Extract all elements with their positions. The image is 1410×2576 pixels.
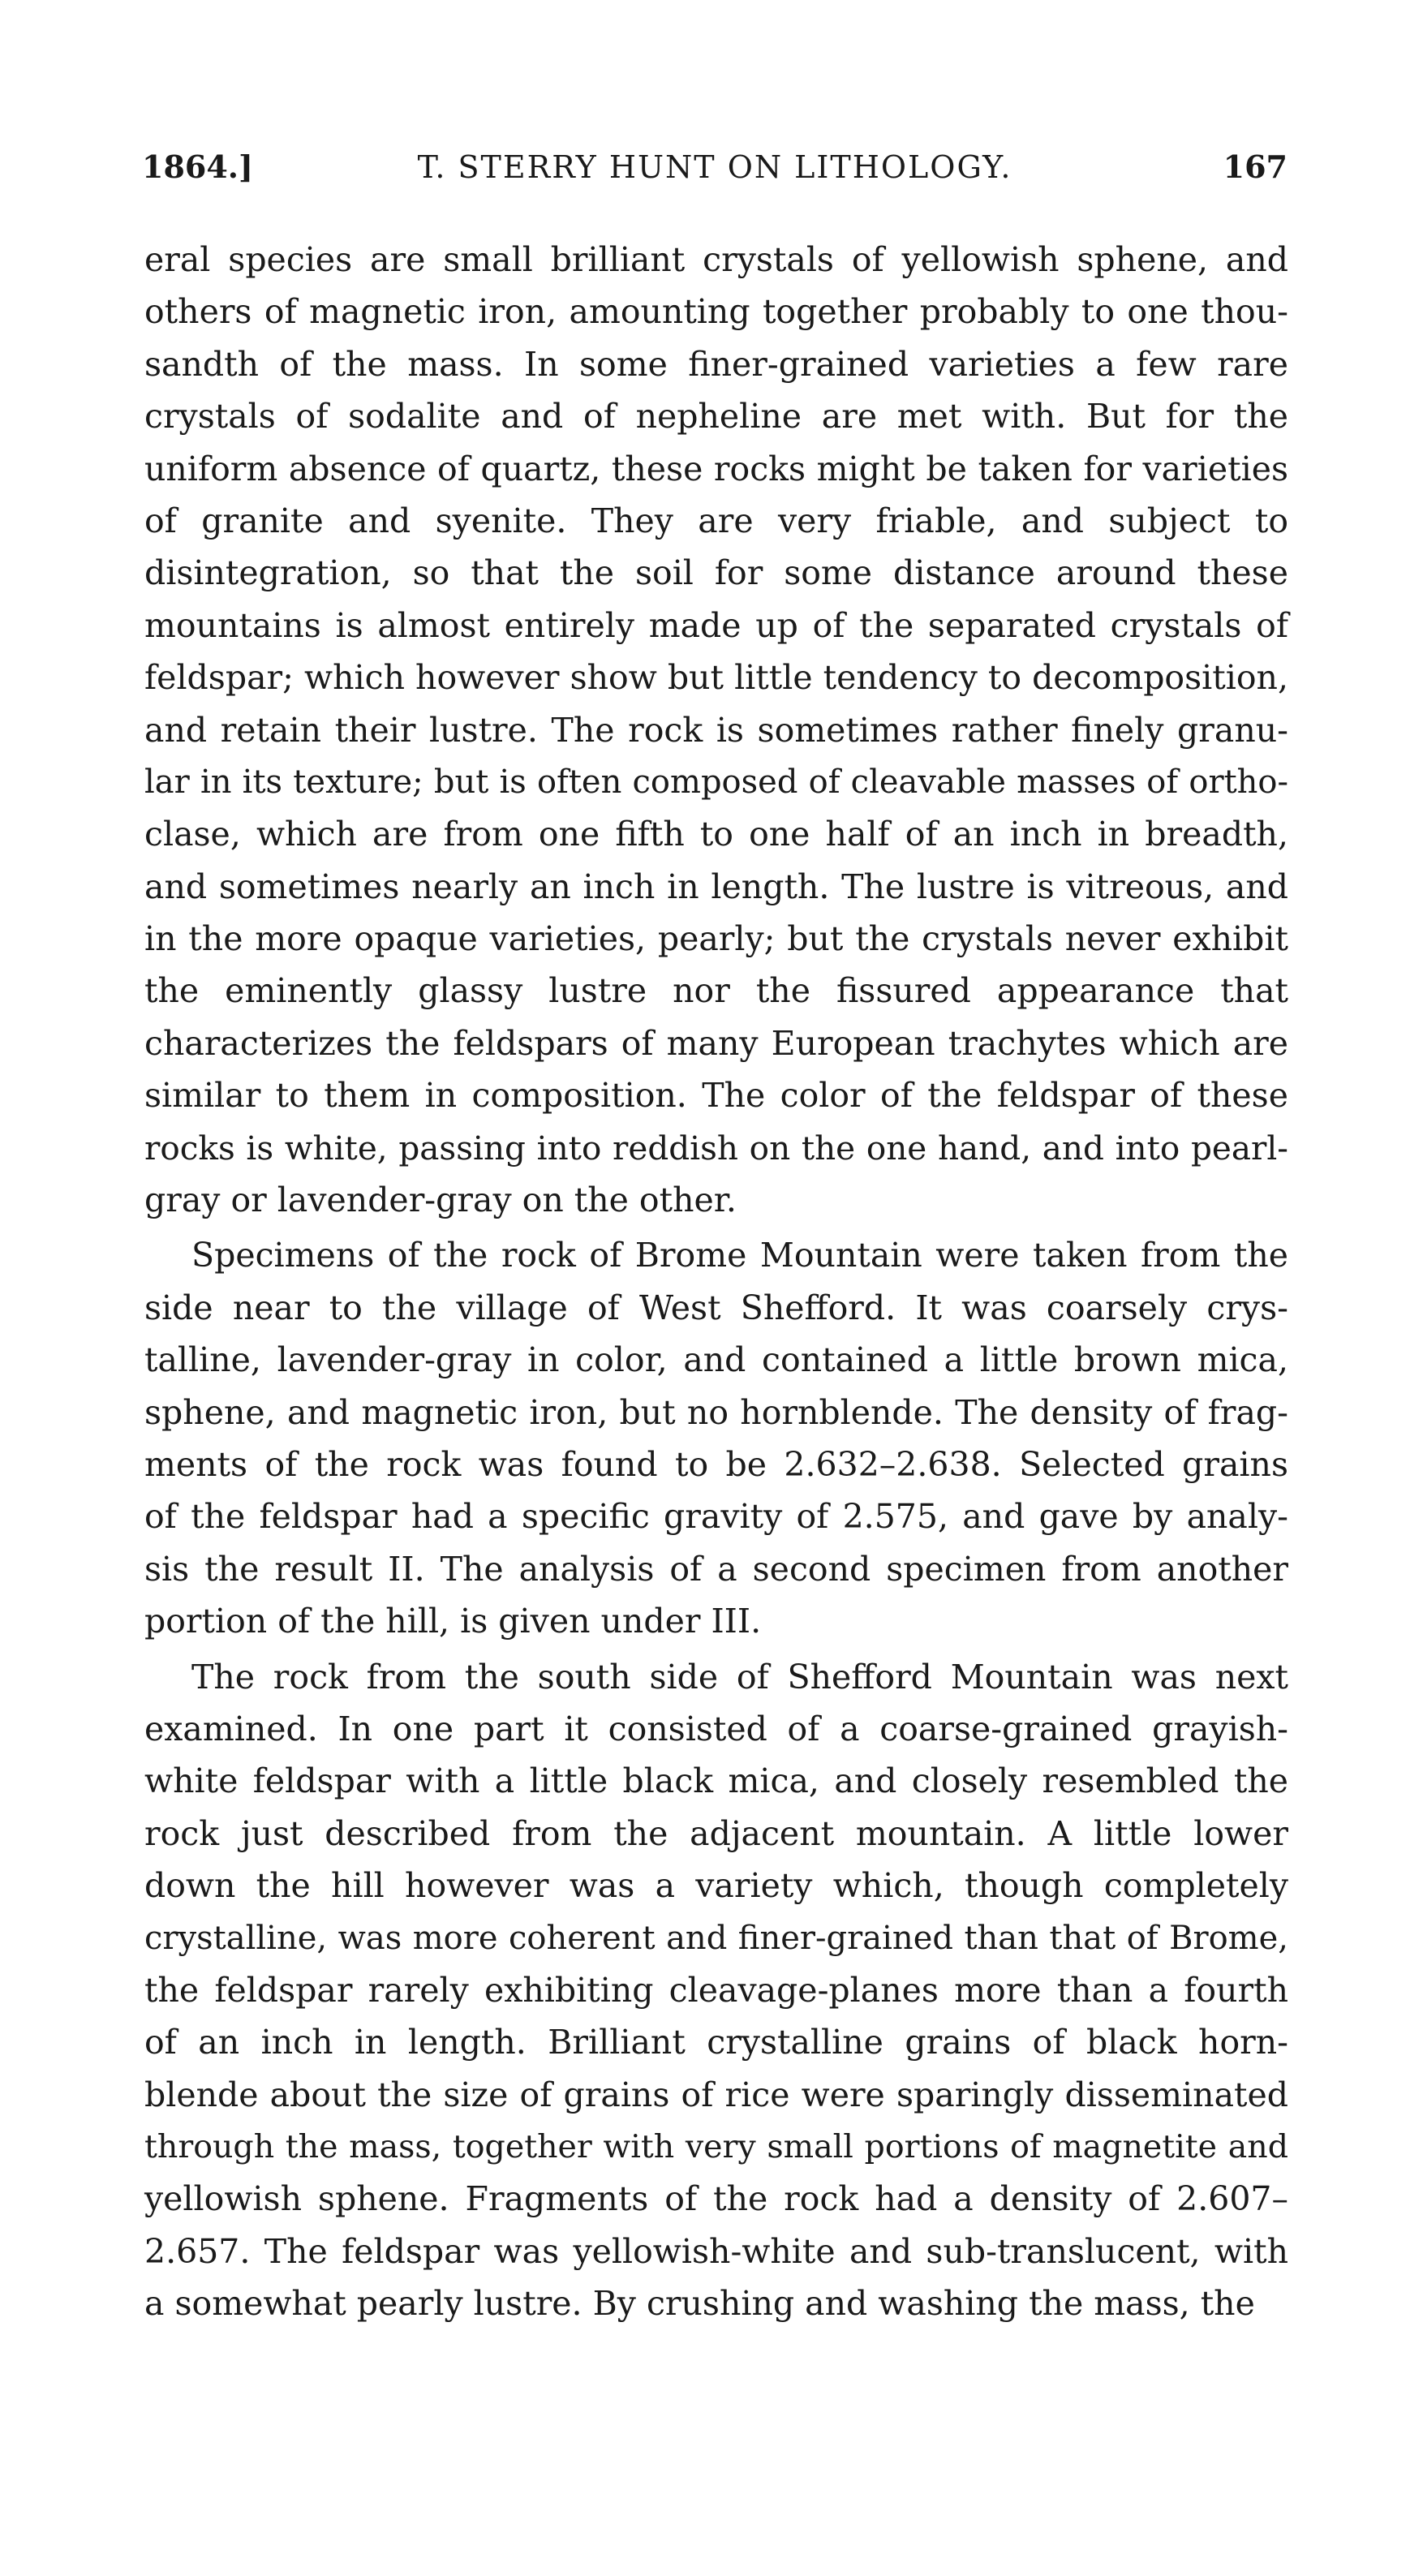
text-line: of the feldspar had a specific gravity of 2.575, and gave by analy-	[144, 1497, 1288, 1537]
text-line: feldspar; which however show but little tendency to decomposition,	[144, 658, 1288, 698]
text-line: The rock from the south side of Shefford Mountain was next	[191, 1657, 1288, 1697]
text-line: side near to the village of West Shefford. It was coarsely crys-	[144, 1288, 1288, 1327]
text-line: Specimens of the rock of Brome Mountain were taken from the	[191, 1236, 1288, 1275]
text-line: blende about the size of grains of rice were sparingly disseminated	[144, 2075, 1288, 2114]
text-line: the feldspar rarely exhibiting cleavage-planes more than a fourth	[144, 1970, 1288, 2010]
body-text	[144, 234, 1288, 2330]
running-header	[142, 148, 1287, 196]
text-line: portion of the hill, is given under III.	[144, 1602, 762, 1641]
text-line: down the hill however was a variety which, though completely	[144, 1866, 1288, 1906]
text-line: rock just described from the adjacent mountain. A little lower	[144, 1813, 1288, 1853]
text-line: through the mass, together with very small portions of magnetite and	[144, 2128, 1288, 2166]
text-line: and sometimes nearly an inch in length. The lustre is vitreous, and	[144, 867, 1288, 906]
text-line: the eminently glassy lustre nor the fissured appearance that	[144, 971, 1288, 1011]
text-line: in the more opaque varieties, pearly; but the crystals never exhibit	[144, 919, 1288, 959]
header-year: 1864.]	[142, 148, 253, 185]
text-line: characterizes the feldspars of many European trachytes which are	[144, 1023, 1288, 1063]
text-line: sandth of the mass. In some finer-grained varieties a few rare	[144, 344, 1288, 384]
text-line: gray or lavender-gray on the other.	[144, 1180, 737, 1220]
text-line: talline, lavender-gray in color, and contained a little brown mica,	[144, 1340, 1288, 1380]
header-title: T. STERRY HUNT ON LITHOLOGY.	[417, 149, 1012, 185]
paragraph	[144, 234, 1288, 1226]
text-line: mountains is almost entirely made up of the separated crystals of	[144, 605, 1288, 645]
text-line: and retain their lustre. The rock is sometimes rather finely granu-	[144, 710, 1288, 750]
text-line: crystalline, was more coherent and finer-grained than that of Brome,	[144, 1919, 1288, 1957]
text-line: sphene, and magnetic iron, but no hornblende. The density of frag-	[144, 1392, 1288, 1432]
text-line: sis the result II. The analysis of a second specimen from another	[144, 1549, 1288, 1589]
text-line: white feldspar with a little black mica, and closely resembled the	[144, 1761, 1288, 1801]
text-line: examined. In one part it consisted of a coarse-grained grayish-	[144, 1709, 1288, 1748]
text-line: others of magnetic iron, amounting together probably to one thou-	[144, 292, 1288, 332]
text-line: crystals of sodalite and of nepheline are met with. But for the	[144, 397, 1288, 437]
paragraph	[144, 1229, 1288, 1647]
text-line: ments of the rock was found to be 2.632–2.638. Selected grains	[144, 1444, 1288, 1484]
text-line: yellowish sphene. Fragments of the rock had a density of 2.607–	[144, 2179, 1288, 2219]
text-line: similar to them in composition. The color of the feldspar of these	[144, 1076, 1288, 1116]
text-line: rocks is white, passing into reddish on the one hand, and into pearl-	[144, 1128, 1288, 1168]
text-line: 2.657. The feldspar was yellowish-white and sub-translucent, with	[144, 2231, 1288, 2271]
text-line: uniform absence of quartz, these rocks might be taken for varieties	[144, 449, 1288, 488]
text-line: a somewhat pearly lustre. By crushing and washing the mass, the	[144, 2284, 1255, 2324]
text-line: of granite and syenite. They are very friable, and subject to	[144, 501, 1288, 540]
text-line: of an inch in length. Brilliant crystalline grains of black horn-	[144, 2023, 1288, 2062]
paragraph	[144, 1651, 1288, 2330]
text-line: disintegration, so that the soil for some distance around these	[144, 553, 1288, 593]
text-line: eral species are small brilliant crystals of yellowish sphene, and	[144, 240, 1288, 279]
text-line: clase, which are from one fifth to one half of an inch in breadth,	[144, 815, 1288, 854]
text-line: lar in its texture; but is often composed of cleavable masses of ortho-	[144, 763, 1288, 801]
page-number: 167	[1223, 148, 1287, 185]
